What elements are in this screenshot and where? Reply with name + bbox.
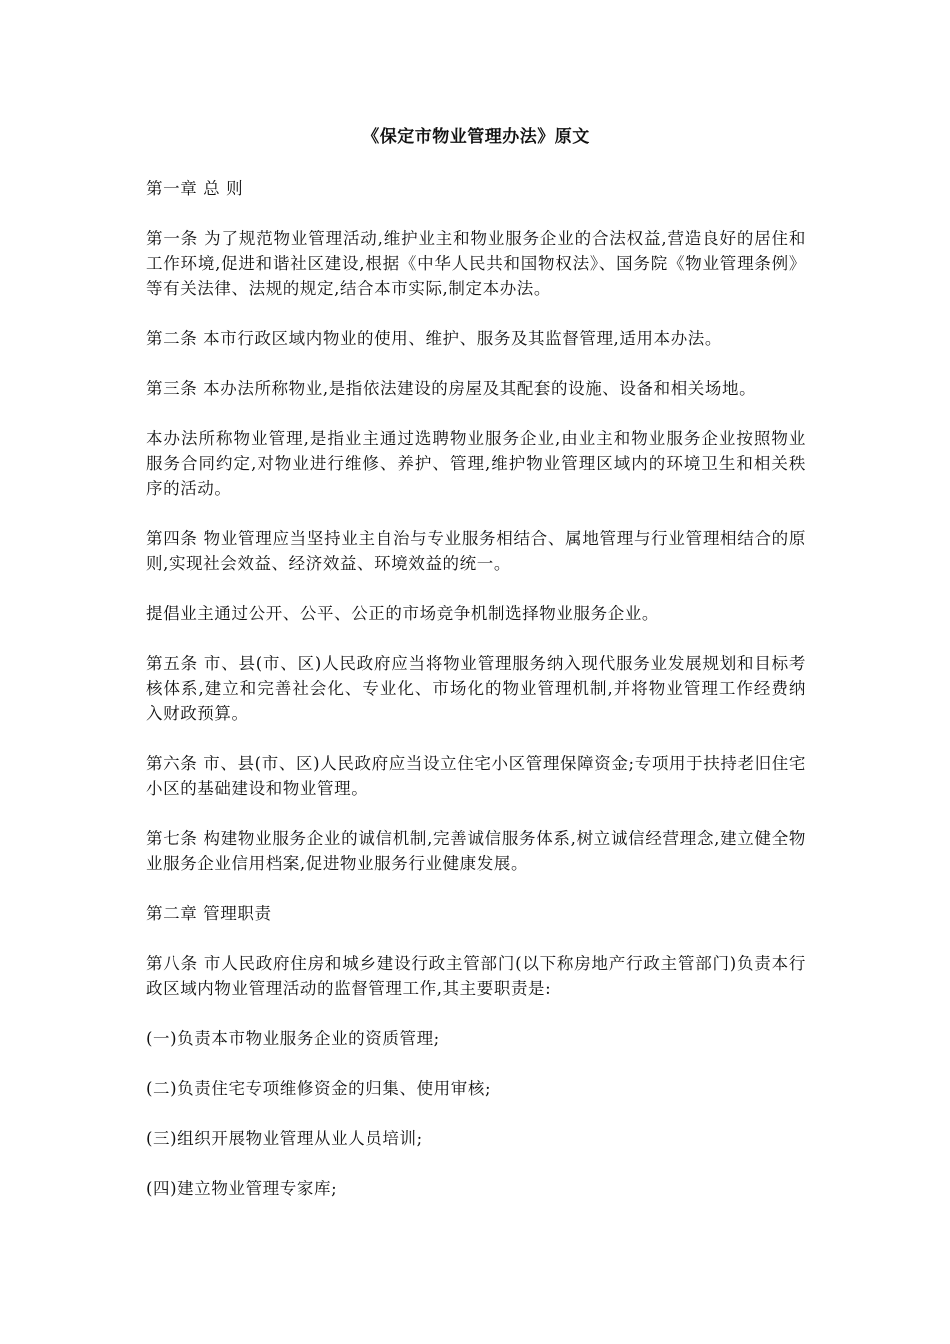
paragraph: 提倡业主通过公开、公平、公正的市场竞争机制选择物业服务企业。 <box>146 604 659 623</box>
paragraph: 第四条 物业管理应当坚持业主自治与专业服务相结合、属地管理与行业管理相结合的原则,实现社会效益、经济效益、环境效益的统一。 <box>146 529 806 573</box>
chapter-heading: 第一章 总 则 <box>146 179 244 198</box>
paragraph: 第八条 市人民政府住房和城乡建设行政主管部门(以下称房地产行政主管部门)负责本行政区域内物业管理活动的监督管理工作,其主要职责是: <box>146 954 806 998</box>
paragraph: 第一条 为了规范物业管理活动,维护业主和物业服务企业的合法权益,营造良好的居住和工作环境,促进和谐社区建设,根据《中华人民共和国物权法》、国务院《物业管理条例》等有关法律、法规的规定,结合本市实际,制定本办法。 <box>146 229 806 298</box>
paragraph: 第二条 本市行政区域内物业的使用、维护、服务及其监督管理,适用本办法。 <box>146 329 722 348</box>
document-page <box>146 124 806 1226</box>
list-item: (一)负责本市物业服务企业的资质管理; <box>146 1029 440 1048</box>
paragraph: 第六条 市、县(市、区)人民政府应当设立住宅小区管理保障资金;专项用于扶持老旧住宅小区的基础建设和物业管理。 <box>146 754 806 798</box>
paragraph: 第七条 构建物业服务企业的诚信机制,完善诚信服务体系,树立诚信经营理念,建立健全物业服务企业信用档案,促进物业服务行业健康发展。 <box>146 829 806 873</box>
document-title: 《保定市物业管理办法》原文 <box>362 127 590 147</box>
paragraph: 本办法所称物业管理,是指业主通过选聘物业服务企业,由业主和物业服务企业按照物业服务合同约定,对物业进行维修、养护、管理,维护物业管理区域内的环境卫生和相关秩序的活动。 <box>146 429 806 498</box>
list-item: (四)建立物业管理专家库; <box>146 1179 338 1198</box>
list-item: (二)负责住宅专项维修资金的归集、使用审核; <box>146 1079 492 1098</box>
paragraph: 第三条 本办法所称物业,是指依法建设的房屋及其配套的设施、设备和相关场地。 <box>146 379 757 398</box>
paragraph: 第五条 市、县(市、区)人民政府应当将物业管理服务纳入现代服务业发展规划和目标考核体系,建立和完善社会化、专业化、市场化的物业管理机制,并将物业管理工作经费纳入财政预算。 <box>146 654 806 723</box>
list-item: (三)组织开展物业管理从业人员培训; <box>146 1129 423 1148</box>
chapter-heading: 第二章 管理职责 <box>146 904 272 923</box>
